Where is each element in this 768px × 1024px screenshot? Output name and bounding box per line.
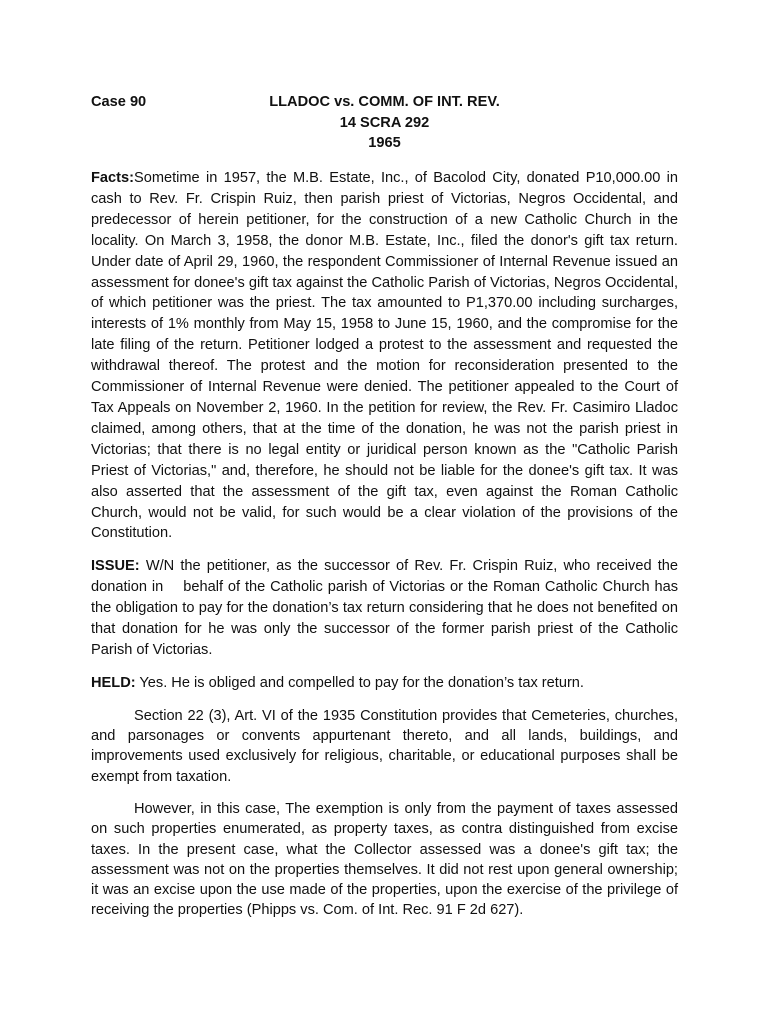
- held-text: Yes. He is obliged and compelled to pay for the donation’s tax return.: [139, 674, 584, 691]
- case-number: Case 90: [91, 94, 147, 110]
- issue-text-part2: behalf of the Catholic parish of Victorias or the Roman Catholic Church has the obligation to pay for the donation’s tax return considering that he does not benefited on that donation for he was only the successor of the former parish priest of the Catholic Parish of Victorias.: [91, 579, 678, 658]
- exemption-paragraph: However, in this case, The exemption is only from the payment of taxes assessed on such properties enumerated, as property taxes, as contra distinguished from excise taxes. In the present case, what the Collector assessed was a donee's gift tax; the assessment was not on the properties themselves. It did not rest upon general ownership; it was an excise upon the use made of the properties, upon the exercise of the privilege of receiving the properties (Phipps vs. Com. of Int. Rec. 91 F 2d 627).: [91, 800, 678, 919]
- issue-text-part1: W/N the petitioner, as the successor of Rev. Fr. Crispin Ruiz, who received the donation in: [91, 558, 679, 596]
- facts-paragraph: [91, 168, 678, 544]
- facts-label: Facts:: [91, 170, 134, 186]
- case-header: [91, 92, 678, 156]
- case-title: LLADOC vs. COMM. OF INT. REV.: [269, 94, 500, 110]
- case-title-block: [191, 92, 578, 154]
- facts-text: Sometime in 1957, the M.B. Estate, Inc., of Bacolod City, donated P10,000.00 in cash to Rev. Fr. Crispin Ruiz, then parish priest of Victorias, Negros Occidental, and predecessor of herein petitioner, for the construction of a new Catholic Church in the locality. On March 3, 1958, the donor M.B. Estate, Inc., filed the donor's gift tax return. Under date of April 29, 1960, the respondent Commissioner of Internal Revenue issued an assessment for donee's gift tax against the Catholic Parish of Victorias, Negros Occidental, of which petitioner was the priest. The tax amounted to P1,370.00 including surcharges, interests of 1% monthly from May 15, 1958 to June 15, 1960, and the compromise for the late filing of the return. Petitioner lodged a protest to the assessment and requested the withdrawal thereof. The protest and the motion for reconsideration presented to the Commissioner of Internal Revenue were denied. The petitioner appealed to the Court of Tax Appeals on November 2, 1960. In the petition for review, the Rev. Fr. Casimiro Lladoc claimed, among others, that at the time of the donation, he was not the parish priest in Victorias; that there is no legal entity or juridical person known as the "Catholic Parish Priest of Victorias," and, therefore, he should not be liable for the donee's gift tax. It was also asserted that the assessment of the gift tax, even against the Roman Catholic Church, would not be valid, for such would be a clear violation of the provisions of the Constitution.: [91, 170, 678, 542]
- case-year: 1965: [368, 135, 401, 152]
- case-citation: 14 SCRA 292: [339, 114, 430, 131]
- held-paragraph: [91, 673, 678, 694]
- issue-label: ISSUE:: [91, 558, 140, 575]
- issue-paragraph: [91, 556, 678, 661]
- section-22-paragraph: Section 22 (3), Art. VI of the 1935 Constitution provides that Cemeteries, churches, and parsonages or convents appurtenant thereto, and all lands, buildings, and improvements used exclusively for religious, charitable, or educational purposes shall be exempt from taxation.: [91, 707, 678, 785]
- document-page: [91, 92, 678, 921]
- held-label: HELD:: [91, 674, 136, 691]
